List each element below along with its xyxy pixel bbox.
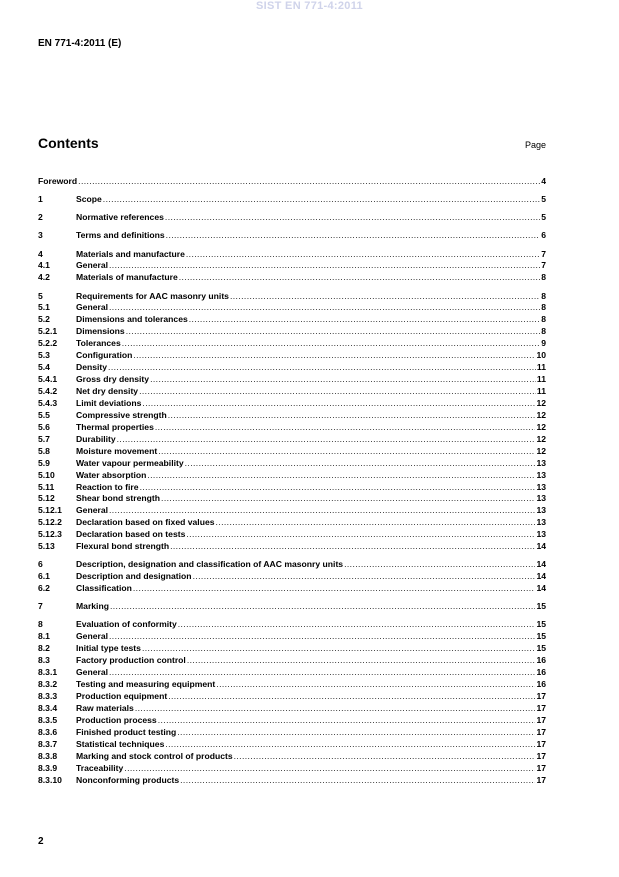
document-id: EN 771-4:2011 (E) xyxy=(38,38,122,49)
toc-entry-title: Testing and measuring equipment xyxy=(76,679,216,690)
toc-entry-number: 7 xyxy=(38,601,43,612)
toc-entry-page: 13 xyxy=(536,517,546,528)
toc-entry-title: Marking xyxy=(76,601,109,612)
toc-entry-title: Dimensions xyxy=(76,326,125,337)
toc-entry-title: Thermal properties xyxy=(76,421,154,432)
toc-entry-title: General xyxy=(76,505,109,516)
toc-dot-leader xyxy=(177,727,535,739)
toc-dot-leader xyxy=(186,529,535,541)
toc-group xyxy=(38,212,546,224)
toc-entry[interactable] xyxy=(38,374,546,386)
toc-dot-leader xyxy=(230,291,540,303)
toc-entry[interactable] xyxy=(38,272,546,284)
toc-entry-number: 5.4.1 xyxy=(38,374,58,385)
toc-entry-page: 12 xyxy=(536,421,546,432)
toc-entry-number: 5.12 xyxy=(38,493,55,504)
toc-dot-leader xyxy=(133,583,536,595)
toc-entry-page: 17 xyxy=(536,691,546,702)
toc-dot-leader xyxy=(133,350,535,362)
toc-entry[interactable] xyxy=(38,212,546,224)
toc-entry[interactable] xyxy=(38,631,546,643)
toc-entry-page: 13 xyxy=(536,529,546,540)
toc-dot-leader xyxy=(185,458,536,470)
toc-entry-page: 12 xyxy=(536,445,546,456)
toc-entry[interactable] xyxy=(38,470,546,482)
toc-entry-page: 11 xyxy=(536,362,546,373)
toc-entry[interactable] xyxy=(38,505,546,517)
toc-entry-page: 17 xyxy=(536,750,546,761)
toc-entry-number: 3 xyxy=(38,230,43,241)
toc-dot-leader xyxy=(140,482,536,494)
toc-entry[interactable] xyxy=(38,482,546,494)
toc-entry[interactable] xyxy=(38,739,546,751)
toc-dot-leader xyxy=(178,619,536,631)
toc-entry-number: 8.1 xyxy=(38,631,50,642)
toc-entry[interactable] xyxy=(38,703,546,715)
toc-entry-number: 5.8 xyxy=(38,445,50,456)
toc-entry-title: Factory production control xyxy=(76,655,186,666)
toc-dot-leader xyxy=(216,679,535,691)
toc-entry-page: 8 xyxy=(541,302,546,313)
toc-entry-title: Nonconforming products xyxy=(76,774,180,785)
toc-entry-title: Water absorption xyxy=(76,469,147,480)
contents-heading: Contents xyxy=(38,135,99,151)
toc-entry-title: Compressive strength xyxy=(76,409,167,420)
toc-dot-leader xyxy=(165,212,540,224)
toc-entry-page: 15 xyxy=(536,631,546,642)
toc-entry-title: Statistical techniques xyxy=(76,738,165,749)
toc-entry-page: 12 xyxy=(536,433,546,444)
toc-entry-title: Moisture movement xyxy=(76,445,158,456)
toc-entry-title: Finished product testing xyxy=(76,726,177,737)
toc-entry[interactable] xyxy=(38,386,546,398)
toc-dot-leader xyxy=(189,314,540,326)
toc-entry[interactable] xyxy=(38,655,546,667)
toc-dot-leader xyxy=(165,739,535,751)
toc-dot-leader xyxy=(109,505,535,517)
toc-dot-leader xyxy=(180,775,535,787)
toc-entry-title: Classification xyxy=(76,583,132,594)
toc-entry-page: 16 xyxy=(536,655,546,666)
toc-entry-number: 6 xyxy=(38,559,43,570)
page-column-label: Page xyxy=(524,140,546,150)
toc-entry-title: Initial type tests xyxy=(76,643,141,654)
toc-entry-number: 5.1 xyxy=(38,302,50,313)
toc-entry-page: 9 xyxy=(541,338,546,349)
toc-entry-page: 14 xyxy=(536,583,546,594)
toc-entry-title: Materials of manufacture xyxy=(76,272,178,283)
toc-entry-number: 5.4.2 xyxy=(38,386,58,396)
toc-entry[interactable] xyxy=(38,517,546,529)
toc-entry-title: Requirements for AAC masonry units xyxy=(76,290,229,301)
toc-entry[interactable] xyxy=(38,667,546,679)
toc-entry-page: 17 xyxy=(536,762,546,773)
toc-entry-page: 17 xyxy=(536,703,546,713)
toc-dot-leader xyxy=(193,571,536,583)
toc-entry-number: 6.1 xyxy=(38,571,50,582)
toc-dot-leader xyxy=(122,338,540,350)
toc-entry-number: 5.6 xyxy=(38,421,50,432)
toc-group xyxy=(38,249,546,285)
toc-entry-page: 13 xyxy=(536,493,546,504)
toc-entry-title: Declaration based on tests xyxy=(76,529,186,540)
toc-dot-leader xyxy=(109,260,540,272)
toc-entry-page: 17 xyxy=(536,714,546,725)
toc-entry-number: 5.5 xyxy=(38,409,50,420)
toc-entry-page: 11 xyxy=(536,386,546,396)
toc-dot-leader xyxy=(150,374,536,386)
toc-dot-leader xyxy=(161,493,535,505)
toc-entry-title: Tolerances xyxy=(76,338,121,349)
toc-entry-title: Durability xyxy=(76,433,116,444)
toc-entry[interactable] xyxy=(38,326,546,338)
toc-entry-title: Description and designation xyxy=(76,571,192,582)
toc-entry-number: 5.10 xyxy=(38,469,55,480)
toc-entry-number: 5.2.2 xyxy=(38,338,58,349)
toc-entry-page: 13 xyxy=(536,481,546,492)
toc-entry[interactable] xyxy=(38,751,546,763)
toc-entry-number: 8.3.7 xyxy=(38,738,58,749)
toc-entry[interactable] xyxy=(38,260,546,272)
toc-entry-number: 6.2 xyxy=(38,583,50,594)
toc-dot-leader xyxy=(155,422,536,434)
toc-dot-leader xyxy=(117,434,536,446)
toc-dot-leader xyxy=(168,691,535,703)
toc-entry-title: Materials and manufacture xyxy=(76,248,185,259)
toc-entry[interactable] xyxy=(38,679,546,691)
toc-entry-title: Net dry density xyxy=(76,386,139,396)
toc-entry[interactable] xyxy=(38,410,546,422)
toc-entry-title: Evaluation of conformity xyxy=(76,619,177,630)
toc-entry-number: 8.2 xyxy=(38,643,50,654)
toc-entry-title: Limit deviations xyxy=(76,397,142,408)
toc-entry[interactable] xyxy=(38,291,546,303)
toc-entry[interactable] xyxy=(38,302,546,314)
toc-entry-page: 14 xyxy=(536,571,546,582)
toc-dot-leader xyxy=(166,230,541,242)
toc-entry-title: Water vapour permeability xyxy=(76,457,184,468)
toc-entry[interactable] xyxy=(38,601,546,613)
toc-entry[interactable] xyxy=(38,194,546,206)
toc-entry[interactable] xyxy=(38,529,546,541)
toc-dot-leader xyxy=(170,541,535,553)
toc-dot-leader xyxy=(158,446,535,458)
toc-entry-title: Density xyxy=(76,362,108,373)
toc-entry-number: 5.3 xyxy=(38,350,50,361)
toc-entry-page: 16 xyxy=(536,667,546,678)
toc-entry-page: 5 xyxy=(541,194,546,205)
toc-entry[interactable] xyxy=(38,559,546,571)
toc-dot-leader xyxy=(108,362,536,374)
toc-entry[interactable] xyxy=(38,643,546,655)
toc-entry-page: 12 xyxy=(536,397,546,408)
toc-dot-leader xyxy=(344,559,535,571)
toc-dot-leader xyxy=(186,249,540,261)
toc-entry-number: 8 xyxy=(38,619,43,630)
toc-entry-number: 5.12.3 xyxy=(38,529,62,540)
toc-entry-page: 14 xyxy=(536,559,546,570)
toc-entry[interactable] xyxy=(38,763,546,775)
toc-entry-number: 8.3.10 xyxy=(38,774,62,785)
toc-dot-leader xyxy=(103,194,540,206)
toc-entry-number: 5.13 xyxy=(38,541,55,552)
toc-entry-page: 13 xyxy=(536,457,546,468)
toc-dot-leader xyxy=(158,715,536,727)
toc-entry[interactable] xyxy=(38,176,546,188)
toc-entry-title: Production equipment xyxy=(76,691,168,702)
toc-entry[interactable] xyxy=(38,422,546,434)
toc-dot-leader xyxy=(124,763,535,775)
toc-entry[interactable] xyxy=(38,249,546,261)
toc-group xyxy=(38,619,546,786)
toc-entry-number: 4.1 xyxy=(38,260,50,271)
toc-entry-page: 17 xyxy=(536,774,546,785)
toc-entry-page: 17 xyxy=(536,726,546,737)
toc-entry-number: 8.3 xyxy=(38,655,50,666)
toc-dot-leader xyxy=(234,751,536,763)
toc-entry-title: Scope xyxy=(76,194,102,205)
toc-entry[interactable] xyxy=(38,350,546,362)
toc-entry-page: 10 xyxy=(536,350,546,361)
toc-entry-title: Flexural bond strength xyxy=(76,541,170,552)
toc-entry[interactable] xyxy=(38,398,546,410)
toc-dot-leader xyxy=(109,631,535,643)
toc-entry-title: Gross dry density xyxy=(76,374,150,385)
toc-entry-number: 8.3.8 xyxy=(38,750,58,761)
toc-entry-title: Shear bond strength xyxy=(76,493,161,504)
toc-dot-leader xyxy=(78,176,540,188)
toc-entry-page: 8 xyxy=(541,272,546,283)
toc-entry-title: Description, designation and classification of AAC masonry units xyxy=(76,559,344,570)
toc-entry-number: 8.3.3 xyxy=(38,691,58,702)
toc-entry[interactable] xyxy=(38,691,546,703)
toc-dot-leader xyxy=(216,517,536,529)
toc-entry-number: 8.3.6 xyxy=(38,726,58,737)
toc-entry[interactable] xyxy=(38,775,546,787)
toc-dot-leader xyxy=(147,470,535,482)
toc-entry[interactable] xyxy=(38,230,546,242)
toc-entry-page: 11 xyxy=(536,374,546,385)
toc-entry-page: 13 xyxy=(536,505,546,516)
toc-entry-title: General xyxy=(76,667,109,678)
toc-entry-page: 8 xyxy=(541,326,546,337)
toc-entry[interactable] xyxy=(38,493,546,505)
toc-entry-page: 8 xyxy=(541,314,546,325)
toc-entry-number: 8.3.2 xyxy=(38,679,58,690)
toc-entry-page: 13 xyxy=(536,469,546,480)
toc-entry-title: Production process xyxy=(76,714,157,725)
toc-entry-number: 4.2 xyxy=(38,272,50,283)
toc-entry[interactable] xyxy=(38,619,546,631)
toc-entry[interactable] xyxy=(38,338,546,350)
toc-entry-title: Normative references xyxy=(76,212,164,223)
toc-entry[interactable] xyxy=(38,314,546,326)
toc-dot-leader xyxy=(168,410,536,422)
toc-entry-page: 15 xyxy=(536,619,546,630)
toc-entry-number: 5.4 xyxy=(38,362,50,373)
toc-entry-page: 17 xyxy=(536,738,546,749)
toc-entry-page: 6 xyxy=(541,230,546,241)
toc-entry-title: Configuration xyxy=(76,350,133,361)
toc-entry-page: 8 xyxy=(541,290,546,301)
toc-group xyxy=(38,176,546,188)
toc-entry-title: Terms and definitions xyxy=(76,230,165,241)
toc-entry-number: 5.4.3 xyxy=(38,397,58,408)
toc-entry-number: 5.7 xyxy=(38,433,50,444)
toc-entry[interactable] xyxy=(38,434,546,446)
toc-entry-number: 4 xyxy=(38,248,43,259)
toc-entry-title: General xyxy=(76,260,109,271)
toc-entry-page: 16 xyxy=(536,679,546,690)
toc-entry-number: 8.3.5 xyxy=(38,714,58,725)
toc-entry-page: 15 xyxy=(536,601,546,612)
toc-dot-leader xyxy=(126,326,541,338)
toc-entry-number: Foreword xyxy=(38,176,78,186)
toc-entry[interactable] xyxy=(38,583,546,595)
toc-dot-leader xyxy=(142,643,535,655)
toc-entry-title: General xyxy=(76,631,109,642)
toc-entry-title: General xyxy=(76,302,109,313)
watermark: SIST EN 771-4:2011 xyxy=(256,0,363,12)
toc-entry-title: Raw materials xyxy=(76,703,134,713)
toc-group xyxy=(38,230,546,242)
toc-entry-number: 5.11 xyxy=(38,481,55,492)
toc-entry-page: 5 xyxy=(541,212,546,223)
toc-entry-title: Traceability xyxy=(76,762,124,773)
toc-entry-number: 2 xyxy=(38,212,43,223)
toc-dot-leader xyxy=(109,667,535,679)
toc-entry[interactable] xyxy=(38,362,546,374)
toc-group xyxy=(38,559,546,595)
toc-entry-number: 5 xyxy=(38,290,43,301)
toc-dot-leader xyxy=(139,386,536,398)
toc-dot-leader xyxy=(187,655,536,667)
toc-entry-page: 14 xyxy=(536,541,546,552)
toc-entry-number: 8.3.1 xyxy=(38,667,58,678)
toc-entry-number: 5.2.1 xyxy=(38,326,58,337)
toc-entry-number: 5.12.1 xyxy=(38,505,62,516)
toc-group xyxy=(38,194,546,206)
toc-entry[interactable] xyxy=(38,715,546,727)
toc-entry[interactable] xyxy=(38,458,546,470)
toc-entry-number: 1 xyxy=(38,194,43,205)
toc-entry-page: 12 xyxy=(536,409,546,420)
toc-entry[interactable] xyxy=(38,446,546,458)
toc-dot-leader xyxy=(110,601,535,613)
toc-dot-leader xyxy=(179,272,540,284)
toc-entry[interactable] xyxy=(38,727,546,739)
toc-entry-number: 5.12.2 xyxy=(38,517,62,528)
toc-group xyxy=(38,601,546,613)
toc-dot-leader xyxy=(135,703,536,715)
toc-entry-number: 8.3.4 xyxy=(38,703,58,713)
toc-entry-page: 7 xyxy=(541,248,546,259)
toc-entry[interactable] xyxy=(38,541,546,553)
toc-entry[interactable] xyxy=(38,571,546,583)
page-number: 2 xyxy=(38,836,44,847)
toc-entry-number: 8.3.9 xyxy=(38,762,58,773)
toc-entry-title: Dimensions and tolerances xyxy=(76,314,188,325)
toc-dot-leader xyxy=(109,302,540,314)
toc-entry-page: 4 xyxy=(541,176,546,186)
toc-entry-title: Reaction to fire xyxy=(76,481,139,492)
toc-dot-leader xyxy=(142,398,535,410)
toc-entry-title: Marking and stock control of products xyxy=(76,750,233,761)
toc-entry-number: 5.2 xyxy=(38,314,50,325)
toc-entry-page: 15 xyxy=(536,643,546,654)
toc-entry-page: 7 xyxy=(541,260,546,271)
toc-group xyxy=(38,291,546,554)
toc-entry-number: 5.9 xyxy=(38,457,50,468)
table-of-contents xyxy=(38,176,546,793)
toc-entry-title: Declaration based on fixed values xyxy=(76,517,215,528)
